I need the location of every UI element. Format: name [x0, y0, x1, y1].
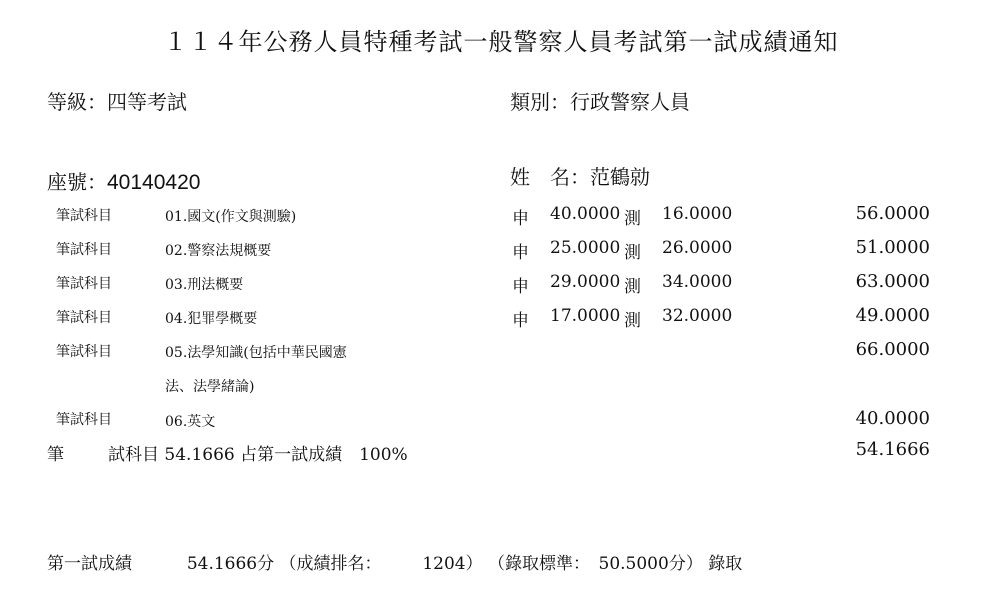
seat-field [47, 166, 200, 195]
category-value: 行政警察人員 [570, 90, 690, 114]
essay-mark: 申 [512, 277, 529, 297]
category-label: 類別： [510, 90, 570, 114]
test-mark: 測 [624, 209, 641, 229]
subject-total: 51.0000 [855, 237, 930, 258]
subject-total: 40.0000 [855, 408, 930, 429]
essay-mark: 申 [512, 209, 529, 229]
subject-total: 66.0000 [855, 339, 930, 360]
subject-name: 06.英文 [165, 414, 216, 430]
subject-name: 02.警察法規概要 [165, 243, 272, 259]
subject-type-label: 筆試科目 [56, 344, 112, 360]
essay-mark: 申 [512, 311, 529, 331]
essay-score: 29.0000 [550, 272, 621, 292]
essay-score: 40.0000 [550, 204, 621, 224]
admission-standard: （錄取標準： 50.5000分） [488, 554, 703, 574]
subject-name: 01.國文(作文與測驗) [165, 209, 297, 225]
first-exam-result [47, 549, 742, 574]
subject-type-label: 筆試科目 [56, 412, 112, 428]
test-score: 32.0000 [662, 306, 733, 326]
subject-total: 49.0000 [855, 305, 930, 326]
rank-value: 1204） [422, 554, 483, 574]
subject-type-label: 筆試科目 [56, 310, 112, 326]
test-mark: 測 [624, 277, 641, 297]
category-field [510, 86, 690, 115]
level-label: 等級： [47, 90, 107, 114]
rank-label: （成績排名： [279, 554, 382, 574]
subject-type-label: 筆試科目 [56, 242, 112, 258]
test-mark: 測 [624, 243, 641, 263]
summary-lead: 筆 [47, 445, 64, 465]
subject-total: 56.0000 [855, 203, 930, 224]
test-score: 34.0000 [662, 272, 733, 292]
name-value: 范鶴勍 [590, 165, 650, 189]
summary-total: 54.1666 [855, 439, 930, 460]
test-mark: 測 [624, 311, 641, 331]
subject-total: 63.0000 [855, 271, 930, 292]
subject-name: 04.犯罪學概要 [165, 311, 258, 327]
first-exam-score: 54.1666分 [186, 554, 275, 574]
subject-name-continued: 法、法學緒論) [165, 379, 255, 395]
essay-score: 25.0000 [550, 238, 621, 258]
page-title: １１４年公務人員特種考試一般警察人員考試第一試成績通知 [163, 28, 839, 56]
seat-number: 40140420 [107, 171, 201, 194]
test-score: 26.0000 [662, 238, 733, 258]
subject-name: 03.刑法概要 [165, 277, 244, 293]
first-exam-label: 第一試成績 [47, 554, 132, 574]
subject-type-label: 筆試科目 [56, 276, 112, 292]
essay-score: 17.0000 [550, 306, 621, 326]
test-score: 16.0000 [662, 204, 733, 224]
essay-mark: 申 [512, 243, 529, 263]
summary-text: 試科目 54.1666 占第一試成績 100% [108, 445, 408, 465]
seat-label: 座號： [47, 170, 107, 194]
name-label: 姓 名： [510, 165, 590, 189]
level-value: 四等考試 [107, 90, 187, 114]
subject-type-label: 筆試科目 [56, 208, 112, 224]
subject-name: 05.法學知識(包括中華民國憲 [165, 345, 347, 361]
level-field [47, 86, 187, 115]
admission-result: 錄取 [708, 554, 743, 574]
name-field [510, 161, 650, 190]
